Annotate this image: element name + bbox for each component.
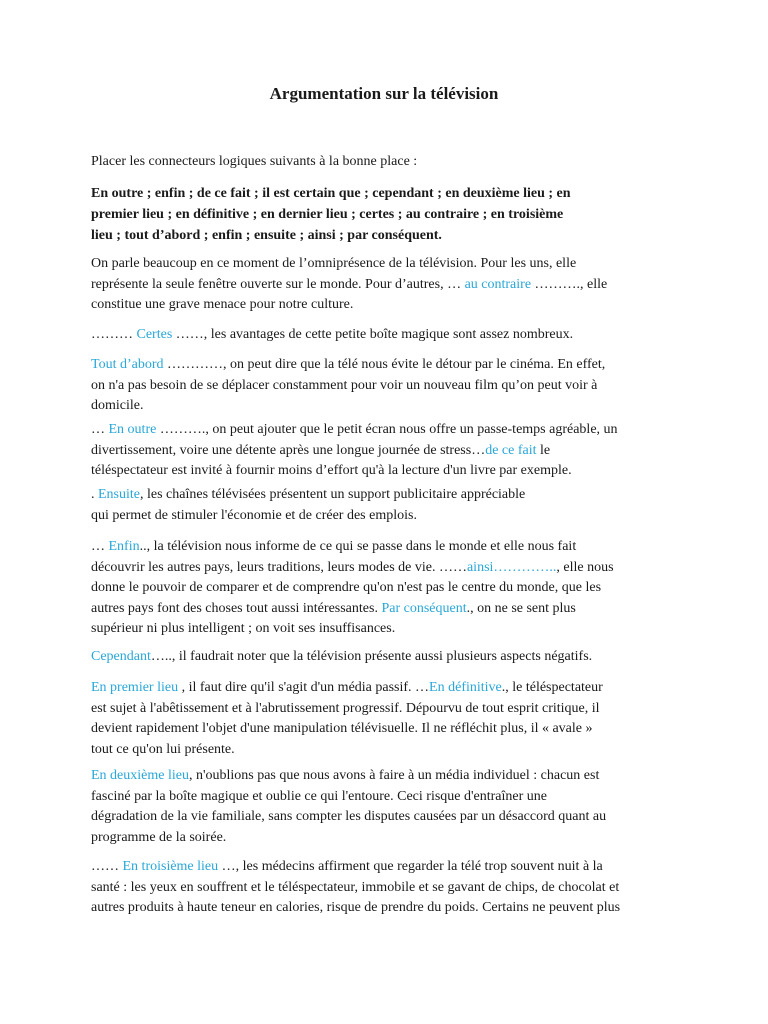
text-segment: programme de la soirée.: [91, 829, 227, 845]
connector-word: Par conséquent: [381, 600, 467, 616]
paragraph-line: [91, 719, 691, 740]
text-segment: ………., elle: [531, 276, 608, 292]
text-segment: téléspectateur est invité à fournir moins d’effort qu'à la lecture d'un livre par exemple.: [91, 463, 572, 478]
paragraph-line: [91, 396, 691, 417]
text-segment: .: [91, 487, 98, 502]
text-segment: constitue une grave menace pour notre culture.: [91, 297, 354, 312]
text-segment: divertissement, voire une détente après une longue journée de stress…: [91, 442, 486, 458]
paragraph: [91, 647, 691, 668]
paragraph: [91, 420, 691, 482]
text-segment: ….., il faudrait noter que la télévision présente aussi plusieurs aspects négatifs.: [150, 649, 593, 664]
text-segment: santé : les yeux en souffrent et le téléspectateur, immobile et se gavant de chips, de chocolat et: [91, 879, 620, 895]
text-segment: .., la télévision nous informe de ce qui se passe dans le monde et elle nous fait: [139, 539, 577, 554]
text-segment: découvrir les autres pays, leurs traditions, leurs modes de vie. ……: [91, 559, 467, 575]
paragraph-line: [91, 878, 691, 899]
paragraph-line: [91, 485, 691, 506]
paragraph: [91, 254, 691, 316]
text-segment: ., le téléspectateur: [501, 680, 603, 695]
paragraph-line: [91, 578, 691, 599]
connector-word: Tout d’abord: [91, 357, 164, 372]
text-segment: qui permet de stimuler l'économie et de créer des emplois.: [91, 507, 417, 523]
text-segment: représente la seule fenêtre ouverte sur le monde. Pour d’autres, …: [91, 276, 465, 292]
paragraph: [91, 355, 691, 417]
text-segment: , il faut dire qu'il s'agit d'un média passif. …: [178, 680, 430, 695]
paragraph-line: [91, 537, 691, 558]
paragraph-line: [91, 441, 691, 462]
text-segment: domicile.: [91, 398, 144, 413]
text-segment: …, les médecins affirment que regarder la télé trop souvent nuit à la: [218, 859, 603, 874]
paragraph: [91, 678, 691, 760]
text-segment: …: [91, 539, 109, 554]
text-segment: On parle beaucoup en ce moment de l’omniprésence de la télévision. Pour les uns, elle: [91, 256, 577, 271]
paragraph-line: [91, 355, 691, 376]
paragraph: [91, 766, 691, 848]
connector-word: Enfin: [108, 539, 140, 554]
text-segment: , les chaînes télévisées présentent un support publicitaire appréciable: [140, 487, 526, 502]
paragraph-line: [91, 254, 691, 275]
paragraph-line: [91, 857, 691, 878]
paragraph-line: [91, 420, 691, 441]
paragraph-line: [91, 807, 691, 828]
paragraph-line: [91, 295, 691, 316]
text-segment: supérieur ni plus intelligent ; on voit ses insuffisances.: [91, 621, 396, 636]
text-segment: , n'oublions pas que nous avons à faire à un média individuel : chacun est: [188, 768, 600, 783]
connector-word: ainsi: [466, 559, 494, 575]
paragraph-line: [91, 619, 691, 640]
paragraph: [91, 857, 691, 919]
paragraph-line: [91, 599, 691, 620]
paragraph-line: [91, 828, 691, 849]
paragraph-line: [91, 376, 691, 397]
paragraph-line: [91, 898, 691, 919]
text-segment: , elle nous: [556, 559, 614, 575]
connector-word: Cependant: [91, 649, 151, 664]
connector-list-line: premier lieu ; en définitive ; en dernier lieu ; certes ; au contraire ; en troisième: [91, 207, 564, 222]
paragraph-line: [91, 699, 691, 720]
paragraph-line: [91, 740, 691, 761]
connector-list-line: En outre ; enfin ; de ce fait ; il est certain que ; cependant ; en deuxième lieu ; en: [91, 186, 571, 201]
text-segment: le: [536, 442, 551, 458]
text-segment: devient rapidement l'objet d'une manipulation télévisuelle. Il ne réfléchit plus, il « avale »: [91, 721, 593, 736]
connector-word: de ce fait: [485, 442, 537, 458]
connector-word: Ensuite: [98, 487, 140, 502]
text-segment: est sujet à l'abêtissement et à l'abrutissement progressif. Dépourvu de tout esprit critique, il: [91, 700, 600, 716]
text-segment: on n'a pas besoin de se déplacer constamment pour voir un nouveau film qu’on peut voir à: [91, 377, 598, 393]
paragraph-line: [91, 275, 691, 296]
paragraph: [91, 325, 691, 346]
paragraph-line: [91, 647, 691, 668]
text-segment: …: [91, 422, 109, 437]
paragraph-line: [91, 787, 691, 808]
paragraph-line: [91, 325, 691, 346]
connector-word: En outre: [108, 422, 157, 437]
connector-word: En troisième lieu: [122, 859, 219, 874]
paragraph-line: [91, 506, 691, 527]
text-segment: tout ce qu'on lui présente.: [91, 741, 235, 757]
text-segment: ., on ne se sent plus: [466, 600, 576, 616]
page-title: Argumentation sur la télévision: [269, 84, 499, 103]
text-segment: fasciné par la boîte magique et oublie ce qui l'entoure. Ceci risque d'entraîner une: [91, 788, 547, 804]
paragraph: [91, 537, 691, 640]
paragraph-line: [91, 558, 691, 579]
paragraph: [91, 485, 691, 526]
instruction-text: Placer les connecteurs logiques suivants à la bonne place :: [91, 154, 418, 169]
paragraph-line: [91, 678, 691, 699]
connector-word: au contraire: [464, 276, 532, 292]
paragraph-line: [91, 766, 691, 787]
text-segment: autres produits à haute teneur en calories, risque de prendre du poids. Certains ne peuvent plus: [91, 900, 621, 915]
text-segment: dégradation de la vie familiale, sans compter les disputes causées par un désaccord quant au: [91, 809, 607, 824]
text-segment: ……: [91, 859, 123, 874]
text-segment: ………., on peut ajouter que le petit écran nous offre un passe-temps agréable, un: [156, 422, 618, 437]
connector-word: En deuxième lieu: [91, 768, 189, 783]
text-segment: ……, les avantages de cette petite boîte magique sont assez nombreux.: [172, 327, 574, 342]
text-segment: donne le pouvoir de comparer et de comprendre qu'on n'est pas le centre du monde, que les: [91, 580, 602, 595]
connector-list-line: lieu ; tout d’abord ; enfin ; ensuite ; ainsi ; par conséquent.: [91, 228, 442, 243]
connector-word: Certes: [136, 327, 173, 342]
text-segment: …………, on peut dire que la télé nous évite le détour par le cinéma. En effet,: [163, 357, 606, 372]
connector-word: En définitive: [429, 680, 502, 695]
text-segment: ………: [91, 327, 137, 342]
text-segment: autres pays font des choses tout aussi intéressantes.: [91, 600, 382, 616]
connector-word: …………..: [493, 559, 557, 575]
paragraph-line: [91, 461, 691, 482]
connector-list: [91, 183, 691, 246]
connector-word: En premier lieu: [91, 680, 179, 695]
